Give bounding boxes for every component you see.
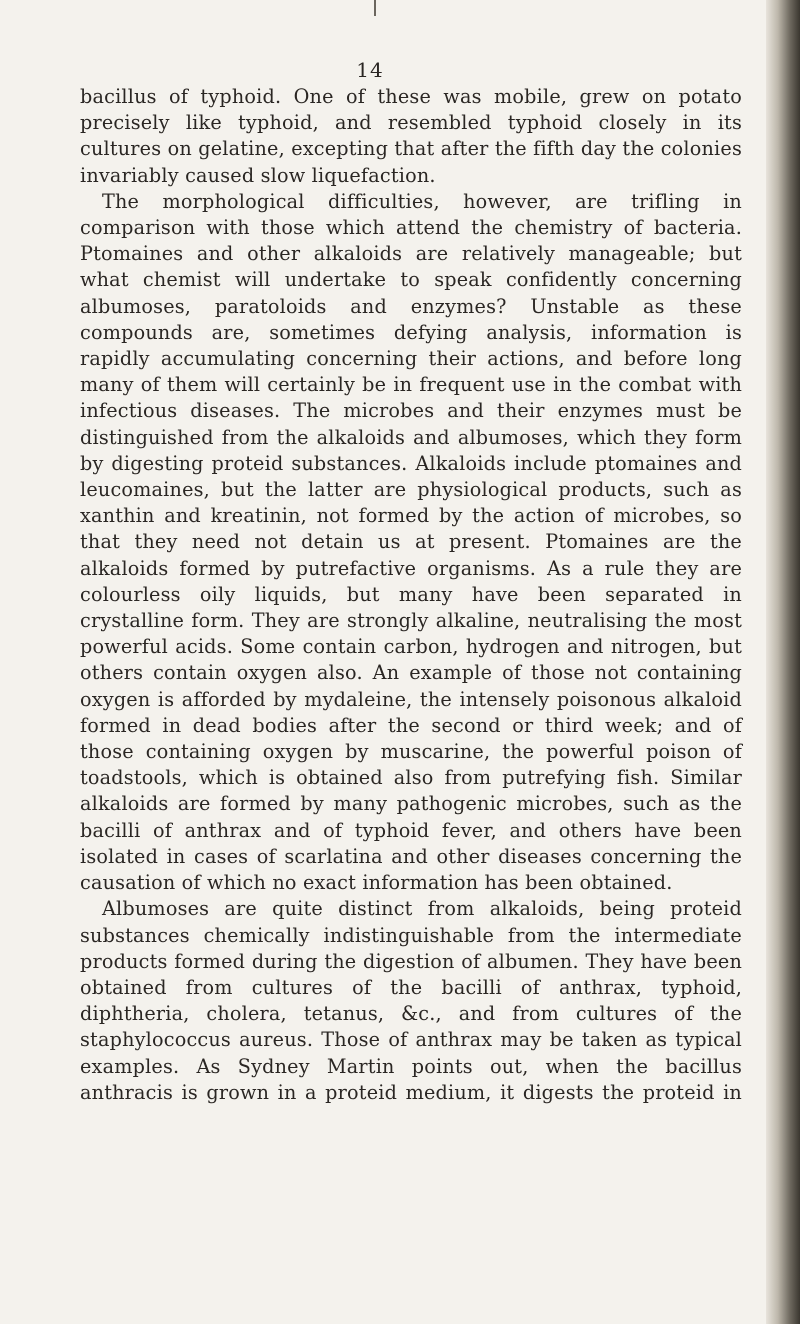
page-body <box>80 84 742 1106</box>
page-top-mark <box>374 0 376 16</box>
paragraph-chemistry-of-bacteria: The morphological difficulties, however, are trifling in comparison with those which attend the chemistry of bacteria. Ptomaines and other alkaloids are relatively manageable; but what chemist will undertake to speak confidently concerning albumoses, paratoloids and enzymes? Unstable as these compounds are, sometimes defying analysis, information is rapidly accumulating concerning their actions, and before long many of them will certainly be in frequent use in the combat with infectious diseases. The microbes and their enzymes must be distinguished from the alkaloids and albumoses, which they form by digesting proteid substances. Alkaloids include ptomaines and leucomaines, but the latter are physiological products, such as xanthin and kreatinin, not formed by the action of microbes, so that they need not detain us at present. Ptomaines are the alkaloids formed by putrefactive organisms. As a rule they are colourless oily liquids, but many have been separated in crystalline form. They are strongly alkaline, neutralising the most powerful acids. Some contain carbon, hydrogen and nitrogen, but others contain oxygen also. An example of those not containing oxygen is afforded by mydaleine, the intensely poisonous alkaloid formed in dead bodies after the second or third week; and of those containing oxygen by muscarine, the powerful poison of toadstools, which is obtained also from putrefying fish. Similar alkaloids are formed by many pathogenic microbes, such as the bacilli of anthrax and of typhoid fever, and others have been isolated in cases of scarlatina and other diseases concerning the causation of which no exact information has been obtained. <box>80 189 742 895</box>
book-binding-edge <box>766 0 800 1324</box>
paragraph-typhoid-bacillus: bacillus of typhoid. One of these was mobile, grew on potato precisely like typhoid, and resembled typhoid closely in its cultures on gelatine, excepting that after the fifth day the colonies invariably caused slow liquefaction. <box>80 85 742 187</box>
paragraph-albumoses: Albumoses are quite distinct from alkaloids, being proteid substances chemically indistinguishable from the intermediate products formed during the digestion of albumen. They have been obtained from cultures of the bacilli of anthrax, typhoid, diphtheria, cholera, tetanus, &c., and from cultures of the staphylococcus aureus. Those of anthrax may be taken as typical examples. As Sydney Martin points out, when the bacillus anthracis is grown in a proteid medium, it digests the proteid in <box>80 897 742 1104</box>
page-number: 14 <box>356 58 384 82</box>
